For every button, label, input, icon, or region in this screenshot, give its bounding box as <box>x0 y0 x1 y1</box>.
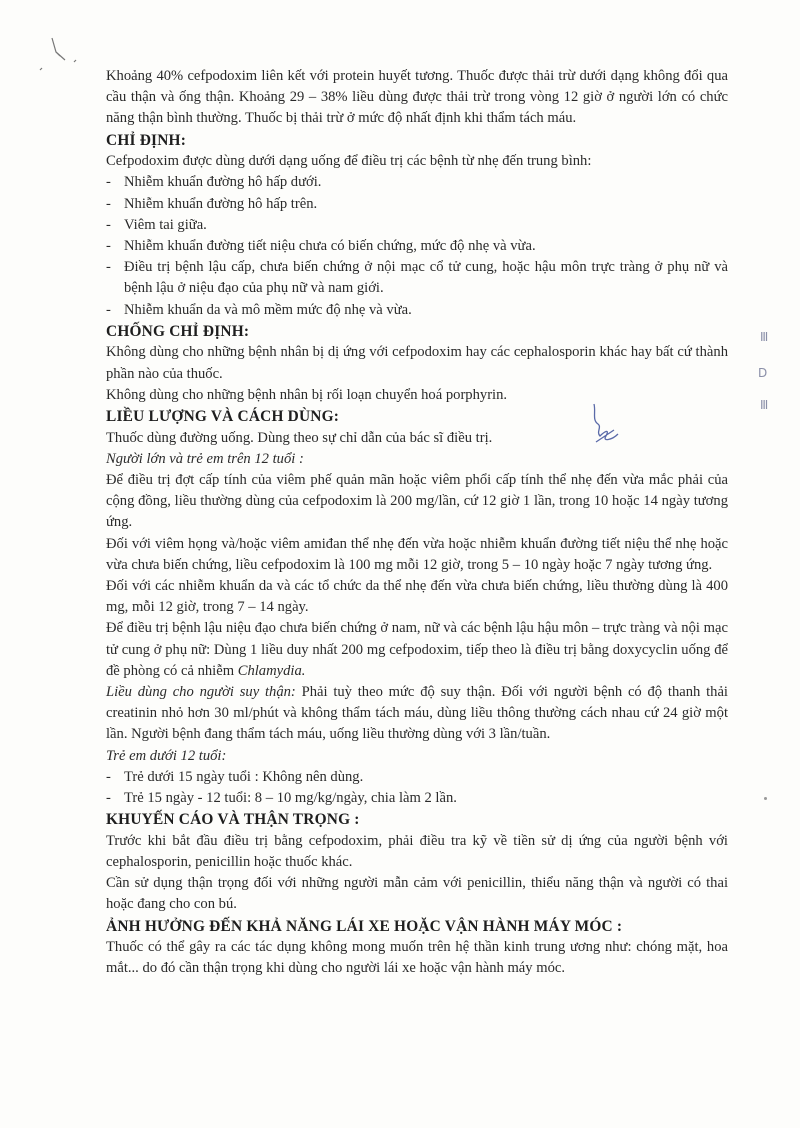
skin-infection-dosage-paragraph: Đối với các nhiễm khuẩn da và các tổ chức da thể nhẹ đến vừa chưa biến chứng, liều thường dùng là 400 mg, mỗi 12 giờ, trong 7 – 14 ngày. <box>106 578 728 616</box>
indications-intro: Cefpodoxim được dùng dưới dạng uống để điều trị các bệnh từ nhẹ đến trung bình: <box>106 153 592 170</box>
stray-dot-mark <box>764 797 767 800</box>
adults-subheading: Người lớn và trẻ em trên 12 tuổi : <box>106 450 304 467</box>
list-item: - Nhiễm khuẩn đường hô hấp dưới. <box>106 172 728 193</box>
list-item: - Trẻ dưới 15 ngày tuổi : Không nên dùng. <box>106 767 728 788</box>
document-page <box>106 66 728 980</box>
chlamydia-term: Chlamydia. <box>237 662 306 679</box>
contraindications-paragraph-1: Không dùng cho những bệnh nhân bị dị ứng với cefpodoxim hay các cephalosporin khác hay bất cứ thành phần nào của thuốc. <box>106 344 728 382</box>
indications-list <box>106 172 728 320</box>
indications-heading: CHỈ ĐỊNH: <box>106 131 187 149</box>
list-item: - Trẻ 15 ngày - 12 tuổi: 8 – 10 mg/kg/ngày, chia làm 2 lần. <box>106 788 728 809</box>
contraindications-paragraph-2: Không dùng cho những bệnh nhân bị rối loạn chuyển hoá porphyrin. <box>106 386 508 403</box>
contraindications-heading: CHỐNG CHỈ ĐỊNH: <box>106 322 250 340</box>
corner-scribble-mark <box>30 30 85 80</box>
list-item: - Nhiễm khuẩn da và mô mềm mức độ nhẹ và vừa. <box>106 300 728 321</box>
warnings-paragraph-2: Cần sử dụng thận trọng đối với những người mẫn cảm với penicillin, thiểu năng thận và người có thai hoặc đang cho con bú. <box>106 875 728 913</box>
margin-mark-top: Ⅲ <box>760 330 769 344</box>
bronchitis-dosage-paragraph: Để điều trị đợt cấp tính của viêm phế quản mãn hoặc viêm phổi cấp tính thể nhẹ đến vừa mắc phải của cộng đồng, liều thường dùng của cefpodoxim là 200 mg/lần, cứ 12 giờ 1 lần, trong 10 hoặc 14 ngày tương ứng. <box>106 472 728 531</box>
gonorrhea-text: Để điều trị bệnh lậu niệu đạo chưa biến chứng ở nam, nữ và các bệnh lậu hậu môn – trực tràng và nội mạc tử cung ở phụ nữ: Dùng 1 liều duy nhất 200 mg cefpodoxim, tiếp theo là điều trị bằng doxycyclin uống để đề phòng có cả nhiễm <box>106 620 728 679</box>
dosage-usage-paragraph: Thuốc dùng đường uống. Dùng theo sự chỉ dẫn của bác sĩ điều trị. <box>106 429 493 446</box>
margin-mark-middle: D <box>758 366 768 380</box>
warnings-heading: KHUYẾN CÁO VÀ THẬN TRỌNG : <box>106 811 360 829</box>
margin-mark-bottom: Ⅲ <box>760 398 769 412</box>
renal-dosage-paragraph <box>106 682 728 746</box>
driving-paragraph: Thuốc có thể gây ra các tác dụng không mong muốn trên hệ thần kinh trung ương như: chóng mặt, hoa mắt... do đó cần thận trọng khi dùng cho người lái xe hoặc vận hành máy móc. <box>106 939 728 977</box>
renal-dosage-text: Phải tuỳ theo mức độ suy thận. Đối với người bệnh có độ thanh thải creatinin nhỏ hơn 30 ml/phút và không thẩm tách máu, dùng liều thông thường cách nhau cứ 24 giờ một lần. Người bệnh đang thẩm tách máu, uống liều thường dùng với 3 lần/tuần. <box>106 684 728 743</box>
gonorrhea-dosage-paragraph <box>106 618 728 682</box>
warnings-paragraph-1: Trước khi bắt đầu điều trị bằng cefpodoxim, phải điều tra kỹ về tiền sử dị ứng của người bệnh với cephalosporin, penicillin hoặc thuốc khác. <box>106 832 728 871</box>
list-item: - Viêm tai giữa. <box>106 215 728 236</box>
dosage-heading: LIỀU LƯỢNG VÀ CÁCH DÙNG: <box>106 408 340 426</box>
renal-dosage-label: Liều dùng cho người suy thận: <box>106 684 296 701</box>
children-subheading: Trẻ em dưới 12 tuổi: <box>106 747 227 764</box>
children-dosage-list <box>106 767 728 809</box>
list-item: - Nhiễm khuẩn đường tiết niệu chưa có biến chứng, mức độ nhẹ và vừa. <box>106 236 728 257</box>
list-item: - Nhiễm khuẩn đường hô hấp trên. <box>106 194 728 215</box>
handwritten-initials <box>588 402 622 450</box>
list-item: - Điều trị bệnh lậu cấp, chưa biến chứng ở nội mạc cổ tử cung, hoặc hậu môn trực tràng ở phụ nữ và bệnh lậu ở niệu đạo của phụ nữ và nam giới. <box>106 257 728 299</box>
pharmacokinetics-paragraph: Khoảng 40% cefpodoxim liên kết với protein huyết tương. Thuốc được thải trừ dưới dạng không đổi qua cầu thận và ống thận. Khoảng 29 – 38% liều dùng được thải trừ trong vòng 12 giờ ở người lớn có chức năng thận bình thường. Thuốc bị thải trừ ở mức độ nhất định khi thẩm tách máu. <box>106 68 728 127</box>
driving-heading: ẢNH HƯỞNG ĐẾN KHẢ NĂNG LÁI XE HOẶC VẬN HÀNH MÁY MÓC : <box>106 917 623 935</box>
pharyngitis-dosage-paragraph: Đối với viêm họng và/hoặc viêm amiđan thể nhẹ đến vừa hoặc nhiễm khuẩn đường tiết niệu thể nhẹ hoặc vừa chưa biến chứng, liều cefpodoxim là 100 mg mỗi 12 giờ, trong 5 – 10 ngày hoặc 7 ngày tương ứng. <box>106 535 728 573</box>
